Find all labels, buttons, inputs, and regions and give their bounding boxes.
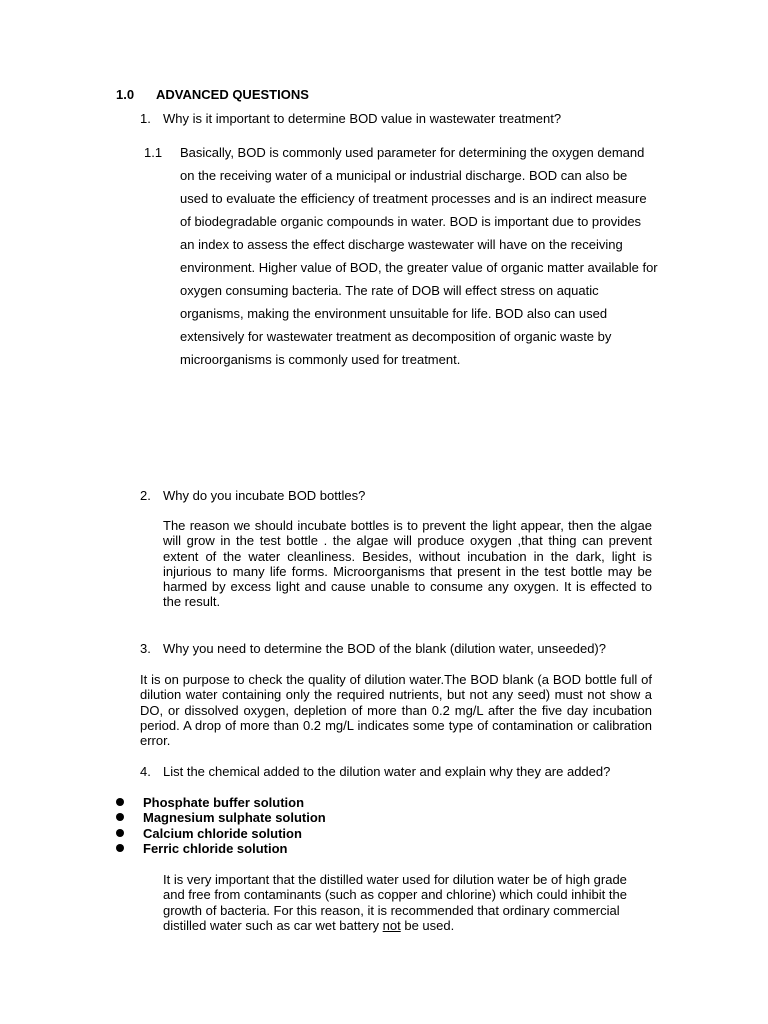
- list-item: Ferric chloride solution: [114, 841, 326, 856]
- chemical-list: [114, 795, 326, 856]
- question-2: [140, 488, 365, 503]
- answer-1-text: Basically, BOD is commonly used parameter for determining the oxygen demand on the receiving water of a municipal or industrial discharge. BOD can also be used to evaluate the efficiency of treatment processes and is an indirect measure of biodegradable organic compounds in water. BOD is important due to provides an index to assess the effect discharge wastewater will have on the receiving environment. Higher value of BOD, the greater value of organic matter available for oxygen consuming bacteria. The rate of DOB will effect stress on aquatic organisms, making the environment unsuitable for life. BOD also can used extensively for wastewater treatment as decomposition of organic waste by microorganisms is commonly used for treatment.: [180, 145, 658, 367]
- answer-4-text: It is very important that the distilled water used for dilution water be of high grade and free from contaminants (such as copper and chlorine) which could inhibit the growth of bacteria. For this reason, it is recommended that ordinary commercial distilled water such as car wet battery not be used.: [163, 872, 627, 933]
- question-1-number: 1.: [140, 111, 151, 126]
- question-2-text: Why do you incubate BOD bottles?: [163, 488, 366, 503]
- question-3: [140, 641, 606, 656]
- bullet-icon: [116, 829, 124, 837]
- question-3-text: Why you need to determine the BOD of the blank (dilution water, unseeded)?: [163, 641, 606, 656]
- section-number: 1.0: [116, 87, 135, 102]
- answer-1-number: 1.1: [144, 145, 163, 160]
- emphasis-not: not: [382, 917, 401, 933]
- answer-2-text: The reason we should incubate bottles is to prevent the light appear, then the algae will grow in the test bottle . the algae will produce oxygen ,that thing can prevent extent of the water cleanliness. Besides, without incubation in the dark, light is injurious to many life forms. Microorganisms that present in the test bottle may be harmed by excess light and cause unable to consume any oxygen. It is effected to the result.: [163, 518, 652, 610]
- bullet-icon: [116, 844, 124, 852]
- bullet-icon: [116, 798, 124, 806]
- question-2-number: 2.: [140, 488, 151, 503]
- question-4-number: 4.: [140, 764, 151, 779]
- section-heading: [116, 87, 309, 102]
- answer-3-text: It is on purpose to check the quality of dilution water.The BOD blank (a BOD bottle full of dilution water containing only the required nutrients, but not any seed) must not show a DO, or dissolved oxygen, depletion of more than 0.2 mg/L after the five day incubation period. A drop of more than 0.2 mg/L indicates some type of contamination or calibration error.: [140, 672, 652, 749]
- list-item: Calcium chloride solution: [114, 826, 326, 841]
- answer-1: [144, 141, 664, 371]
- question-1: [140, 111, 561, 126]
- section-title: ADVANCED QUESTIONS: [156, 87, 309, 102]
- list-item: Magnesium sulphate solution: [114, 810, 326, 825]
- question-1-text: Why is it important to determine BOD value in wastewater treatment?: [163, 111, 562, 126]
- list-item: Phosphate buffer solution: [114, 795, 326, 810]
- question-3-number: 3.: [140, 641, 151, 656]
- bullet-icon: [116, 813, 124, 821]
- question-4: [140, 764, 610, 779]
- question-4-text: List the chemical added to the dilution water and explain why they are added?: [163, 764, 611, 779]
